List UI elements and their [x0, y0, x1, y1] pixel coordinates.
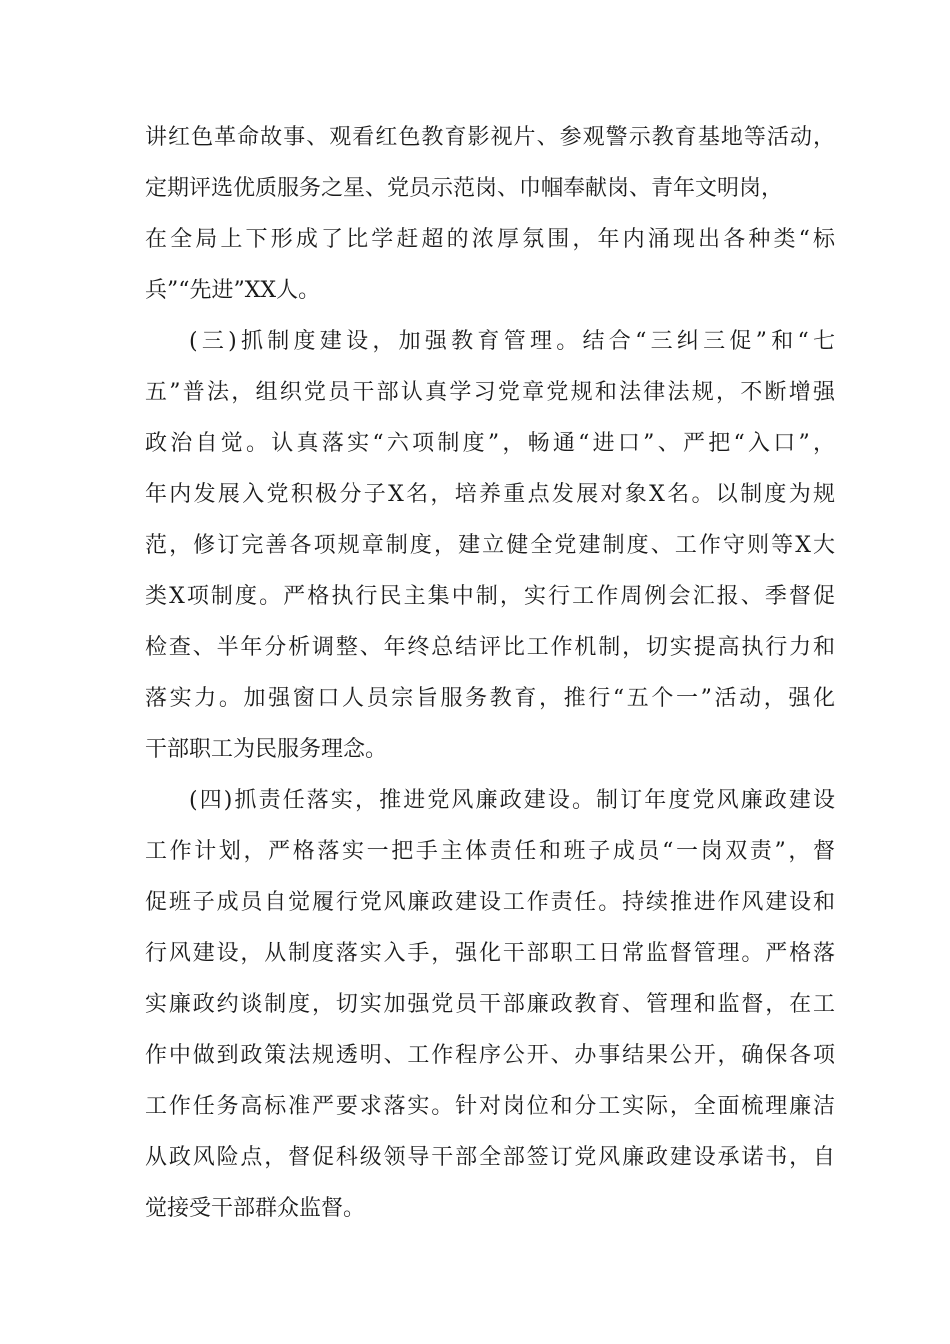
text-line: 定期评选优质服务之星、党员示范岗、巾帼奉献岗、青年文明岗， [145, 176, 784, 201]
text-line: 工作任务高标准严要求落实。针对岗位和分工实际，全面梳理廉洁 [145, 1094, 835, 1119]
text-line: 在全局上下形成了比学赶超的浓厚氛围，年内涌现出各种类“标 [145, 227, 835, 252]
text-line: 五”普法，组织党员干部认真学习党章党规和法律法规，不断增强 [145, 380, 835, 405]
text-line: 兵”“先进”XX人。 [145, 278, 321, 303]
text-line: 落实力。加强窗口人员宗旨服务教育，推行“五个一”活动，强化 [145, 686, 835, 711]
text-line: (四)抓责任落实，推进党风廉政建设。制订年度党风廉政建设 [189, 788, 835, 813]
text-line: 类X项制度。严格执行民主集中制，实行工作周例会汇报、季督促 [145, 584, 835, 609]
text-line: 作中做到政策法规透明、工作程序公开、办事结果公开，确保各项 [145, 1043, 835, 1068]
text-line: 实廉政约谈制度，切实加强党员干部廉政教育、管理和监督，在工 [145, 992, 835, 1017]
text-line: 行风建设，从制度落实入手，强化干部职工日常监督管理。严格落 [145, 941, 835, 966]
text-line: 觉接受干部群众监督。 [145, 1196, 366, 1221]
text-line: 促班子成员自觉履行党风廉政建设工作责任。持续推进作风建设和 [145, 890, 835, 915]
text-line: 工作计划，严格落实一把手主体责任和班子成员“一岗双责”，督 [145, 839, 835, 864]
text-line: 政治自觉。认真落实“六项制度”，畅通“进口”、严把“入口”， [145, 431, 835, 456]
text-line: (三)抓制度建设，加强教育管理。结合“三纠三促”和“七 [189, 329, 835, 354]
text-line: 讲红色革命故事、观看红色教育影视片、参观警示教育基地等活动， [145, 125, 835, 150]
text-line: 检查、半年分析调整、年终总结评比工作机制，切实提高执行力和 [145, 635, 835, 660]
text-line: 范，修订完善各项规章制度，建立健全党建制度、工作守则等X大 [145, 533, 835, 558]
text-line: 从政风险点，督促科级领导干部全部签订党风廉政建设承诺书，自 [145, 1145, 835, 1170]
text-line: 干部职工为民服务理念。 [145, 737, 388, 762]
document-body [145, 118, 835, 1240]
text-line: 年内发展入党积极分子X名，培养重点发展对象X名。以制度为规 [145, 482, 835, 507]
